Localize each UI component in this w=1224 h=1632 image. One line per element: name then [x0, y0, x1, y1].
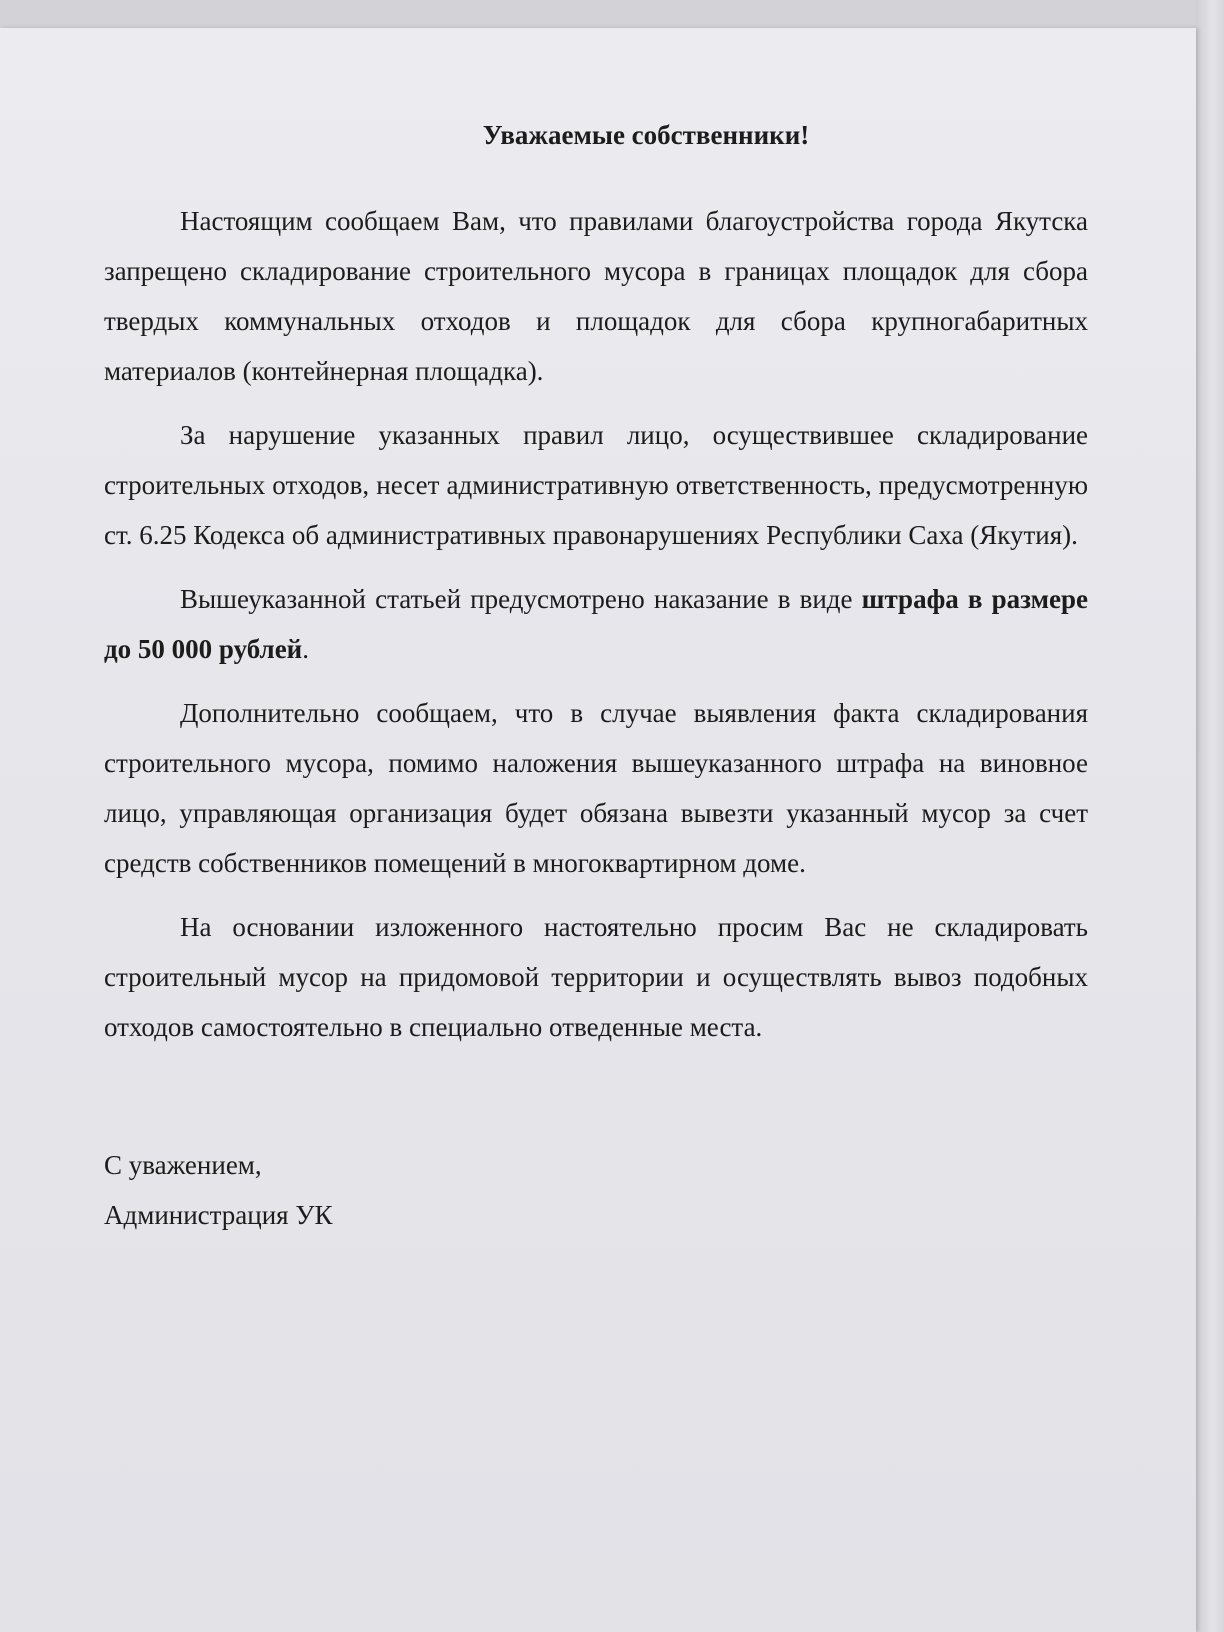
background-edge [1196, 0, 1224, 1632]
signature-block [104, 1140, 1088, 1240]
background-top [0, 0, 1224, 28]
signature-text: Администрация УК [104, 1200, 333, 1230]
fine-amount: штрафа в размере до 50 000 рублей [104, 584, 1088, 664]
fine-period: . [302, 634, 309, 664]
closing-text: С уважением, [104, 1150, 262, 1180]
paragraph-removal: Дополнительно сообщаем, что в случае выявления факта складирования строительного мусора, помимо наложения вышеуказанного штрафа на виновное лицо, управляющая организация будет обязана вывезти указанный мусор за счет средств собственников помещений в многоквартирном доме. [104, 698, 1088, 878]
notice-document [104, 110, 1088, 1240]
paragraph-rules: Настоящим сообщаем Вам, что правилами благоустройства города Якутска запрещено складирование строительного мусора в границах площадок для сбора твердых коммунальных отходов и площадок для сбора крупногабаритных материалов (контейнерная площадка). [104, 206, 1088, 386]
document-title: Уважаемые собственники! [482, 120, 810, 150]
paragraph-fine [104, 574, 1088, 674]
paragraph-liability: За нарушение указанных правил лицо, осуществившее складирование строительных отходов, несет административную ответственность, предусмотренную ст. 6.25 Кодекса об административных правонарушениях Республики Саха (Якутия). [104, 420, 1088, 550]
paragraph-request: На основании изложенного настоятельно просим Вас не складировать строительный мусор на придомовой территории и осуществлять вывоз подобных отходов самостоятельно в специально отведенные места. [104, 912, 1088, 1042]
fine-text: Вышеуказанной статьей предусмотрено наказание в виде [180, 584, 862, 614]
